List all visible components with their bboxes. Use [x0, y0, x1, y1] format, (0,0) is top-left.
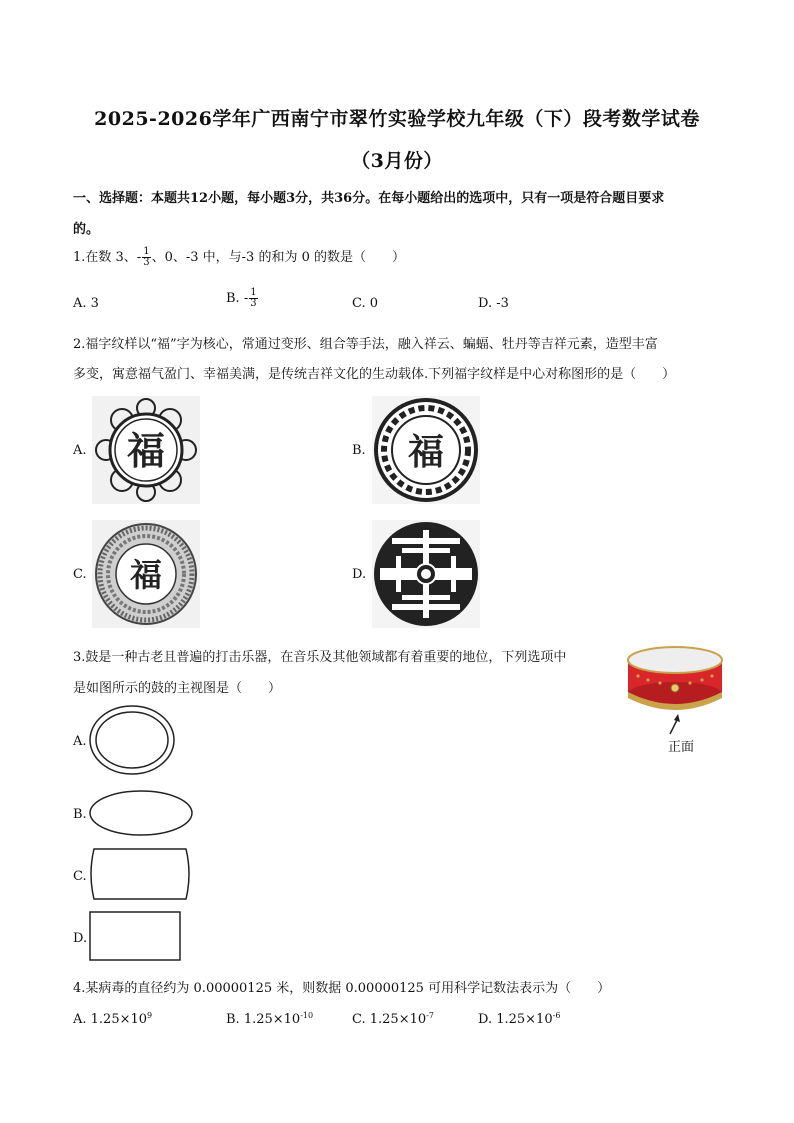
fu-pattern-d-image [372, 520, 480, 628]
q4-option-a-exp: 9 [147, 1011, 153, 1020]
drum-image [622, 642, 728, 718]
question-2-line2: 多变，寓意福气盈门、幸福美满，是传统吉祥文化的生动载体.下列福字纹样是中心对称图形的是（ ） [73, 367, 676, 382]
fu-glyph-c: 福 [129, 556, 163, 594]
q3-option-b-shape [88, 789, 194, 837]
q1-stem-part1: 1.在数 3、- [73, 250, 142, 265]
q4-option-a-base: A. 1.25×10 [73, 1012, 148, 1027]
q4-option-a[interactable] [73, 1011, 152, 1027]
question-2-line1: 2.福字纹样以“福”字为核心，常通过变形、组合等手法，融入祥云、蝙蝠、牡丹等吉祥元素，造型丰富 [73, 337, 658, 352]
q3-option-c-shape [88, 846, 192, 902]
q4-option-b-exp: -10 [300, 1011, 314, 1020]
q4-option-d-base: D. 1.25×10 [478, 1012, 553, 1027]
q3-option-a-shape [88, 704, 176, 776]
q1-fraction [142, 247, 150, 268]
q3-option-d-label[interactable]: D. [73, 931, 88, 946]
question-3-line2: 是如图所示的鼓的主视图是（ ） [73, 681, 282, 696]
q4-option-b-base: B. 1.25×10 [226, 1012, 301, 1027]
q1-option-d[interactable]: D. -3 [478, 296, 509, 311]
q3-option-d-shape [88, 910, 184, 964]
q4-option-d-exp: -6 [552, 1011, 561, 1020]
q4-option-c-exp: -7 [426, 1011, 434, 1020]
question-3-line1: 3.鼓是一种古老且普遍的打击乐器，在音乐及其他领域都有着重要的地位，下列选项中 [73, 650, 567, 665]
fu-glyph-b: 福 [407, 432, 445, 473]
q2-option-b-label[interactable]: B. [352, 443, 366, 458]
section-heading: 一、选择题：本题共12小题，每小题3分，共36分。在每小题给出的选项中，只有一项是符合题目要求 [73, 191, 665, 206]
drum-caption: 正面 [668, 740, 695, 755]
q3-option-a-label[interactable]: A. [73, 734, 87, 749]
q1-option-b-prefix: B. - [226, 291, 249, 306]
question-4-stem: 4.某病毒的直径约为 0.00000125 米，则数据 0.00000125 可用科学记数法表示为（ ） [73, 981, 611, 996]
q3-option-c-label[interactable]: C. [73, 869, 87, 884]
q1-option-a[interactable]: A. 3 [73, 296, 99, 311]
fu-pattern-c-image [92, 520, 200, 628]
q4-option-c[interactable] [352, 1011, 434, 1027]
q2-option-d-label[interactable]: D. [352, 567, 367, 582]
q1-option-b-fraction [249, 288, 257, 309]
exam-subtitle: （3月份） [351, 150, 443, 172]
q2-option-c-label[interactable]: C. [73, 567, 87, 582]
q3-option-b-label[interactable]: B. [73, 807, 87, 822]
q1-option-b[interactable] [226, 288, 259, 309]
q4-option-b[interactable] [226, 1011, 313, 1027]
fu-pattern-b-image [372, 396, 480, 504]
q1-option-b-den: 3 [250, 298, 257, 309]
fu-pattern-a-image [92, 396, 200, 504]
q4-option-d[interactable] [478, 1011, 560, 1027]
exam-title: 2025-2026学年广西南宁市翠竹实验学校九年级（下）段考数学试卷 [94, 108, 700, 130]
q1-frac-den: 3 [143, 257, 150, 268]
section-heading-cont: 的。 [73, 222, 100, 237]
q2-option-a-label[interactable]: A. [73, 443, 87, 458]
q1-frac-num: 1 [143, 246, 150, 257]
q1-option-c[interactable]: C. 0 [352, 296, 379, 311]
q1-stem-part2: 、0、-3 中，与-3 的和为 0 的数是（ ） [151, 250, 405, 265]
drum-arrow-icon [666, 712, 686, 736]
fu-glyph-a: 福 [126, 429, 166, 473]
question-1-stem [73, 246, 405, 268]
q1-option-b-num: 1 [250, 287, 257, 298]
q4-option-c-base: C. 1.25×10 [352, 1012, 427, 1027]
